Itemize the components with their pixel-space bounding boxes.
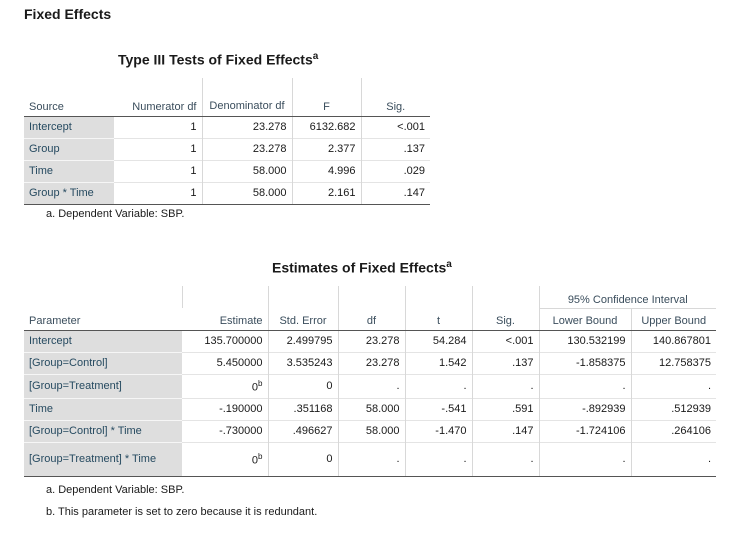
table1-footnote: a. Dependent Variable: SBP.: [46, 208, 185, 220]
table1-title-text: Type III Tests of Fixed Effects: [118, 51, 313, 68]
row-label: Group * Time: [24, 182, 114, 204]
cell: 135.700000: [204, 335, 263, 347]
table-row: [24, 138, 430, 160]
header-numerator-df: Numerator df: [114, 78, 202, 116]
cell: .: [338, 442, 405, 476]
header-t: t: [405, 308, 472, 330]
cell: .351168: [268, 398, 338, 420]
cell-value: 0: [251, 381, 259, 394]
output-heading: Fixed Effects: [24, 6, 112, 22]
cell: .137: [472, 352, 539, 374]
cell: 2.499795: [268, 330, 338, 352]
cell: 0: [268, 374, 338, 398]
cell: 23.278: [202, 116, 292, 138]
table-row: [24, 330, 716, 352]
table-row: [24, 116, 430, 138]
table2-footnote-a: a. Dependent Variable: SBP.: [46, 484, 185, 496]
cell: .: [338, 374, 405, 398]
header-sig: Sig.: [361, 78, 430, 116]
row-label: Intercept: [24, 330, 182, 352]
cell: -.541: [405, 398, 472, 420]
cell: -.190000: [182, 398, 268, 420]
cell: -1.470: [405, 420, 472, 442]
cell: .147: [361, 182, 430, 204]
cell: [182, 374, 268, 398]
header-estimate: Estimate: [182, 308, 268, 330]
cell: 1: [114, 138, 202, 160]
table-row: [24, 420, 716, 442]
cell: 5.450000: [182, 352, 268, 374]
cell: 12.758375: [631, 352, 716, 374]
table1-title-footnote-mark: a: [312, 51, 319, 62]
cell: 3.535243: [268, 352, 338, 374]
header-sig: Sig.: [472, 308, 539, 330]
header-denominator-df: Denominator df: [202, 78, 292, 116]
row-label: Time: [24, 160, 114, 182]
table2-title-footnote-mark: a: [446, 259, 452, 270]
cell: .147: [472, 420, 539, 442]
cell: .591: [472, 398, 539, 420]
header-upper-bound: Upper Bound: [631, 308, 716, 330]
cell-value: 0: [251, 454, 259, 467]
cell: .: [472, 442, 539, 476]
table-row: [24, 160, 430, 182]
row-label: [Group=Control]: [24, 352, 182, 374]
cell: <.001: [361, 116, 430, 138]
cell: 54.284: [405, 330, 472, 352]
cell: 23.278: [338, 352, 405, 374]
row-label: [Group=Treatment]: [24, 374, 182, 398]
cell: 23.278: [202, 138, 292, 160]
cell: 4.996: [292, 160, 361, 182]
cell: .: [539, 374, 631, 398]
cell: -1.858375: [539, 352, 631, 374]
cell: 58.000: [202, 182, 292, 204]
cell: .: [539, 442, 631, 476]
cell: [182, 442, 268, 476]
header-df: df: [338, 308, 405, 330]
cell: .: [631, 374, 716, 398]
cell: .137: [361, 138, 430, 160]
cell: 2.377: [292, 138, 361, 160]
table2-title: [272, 259, 452, 276]
header-parameter: Parameter: [24, 308, 182, 330]
cell: <.001: [472, 330, 539, 352]
cell: -.730000: [182, 420, 268, 442]
cell: .496627: [268, 420, 338, 442]
cell: 1: [114, 160, 202, 182]
cell: 140.867801: [631, 330, 716, 352]
header-source: Source: [24, 78, 114, 116]
table1-title: [118, 51, 318, 68]
header-f: F: [292, 78, 361, 116]
footnote-mark: b: [258, 378, 263, 388]
cell: -1.724106: [539, 420, 631, 442]
table-row: [24, 182, 430, 204]
table2-title-text: Estimates of Fixed Effects: [272, 259, 447, 276]
table-row: [24, 374, 716, 398]
header-std-error: Std. Error: [268, 308, 338, 330]
cell: -.892939: [539, 398, 631, 420]
cell: 2.161: [292, 182, 361, 204]
row-label: Group: [24, 138, 114, 160]
cell: .: [405, 374, 472, 398]
cell: 130.532199: [539, 330, 631, 352]
footnote-mark: b: [258, 451, 263, 461]
cell: 0: [268, 442, 338, 476]
cell: .029: [361, 160, 430, 182]
table-row: [24, 398, 716, 420]
type3-tests-table: [24, 78, 430, 205]
cell: 1: [190, 121, 197, 133]
cell: 58.000: [338, 420, 405, 442]
row-label: [Group=Treatment] * Time: [24, 442, 182, 476]
cell: 58.000: [338, 398, 405, 420]
table-row: [24, 442, 716, 476]
cell: .: [405, 442, 472, 476]
table-row: [24, 352, 716, 374]
row-label: Time: [24, 398, 182, 420]
estimates-table: [24, 286, 716, 477]
cell: 58.000: [202, 160, 292, 182]
row-label: [Group=Control] * Time: [24, 420, 182, 442]
cell: .: [631, 442, 716, 476]
header-lower-bound: Lower Bound: [539, 308, 631, 330]
cell: 1: [114, 182, 202, 204]
table2-footnote-b: b. This parameter is set to zero because it is redundant.: [46, 506, 318, 518]
cell: 6132.682: [292, 116, 361, 138]
cell: .: [472, 374, 539, 398]
header-confidence-interval: 95% Confidence Interval: [539, 286, 716, 308]
cell: 23.278: [338, 330, 405, 352]
cell: .512939: [631, 398, 716, 420]
row-label: Intercept: [24, 116, 114, 138]
cell: .264106: [631, 420, 716, 442]
cell: 1.542: [405, 352, 472, 374]
